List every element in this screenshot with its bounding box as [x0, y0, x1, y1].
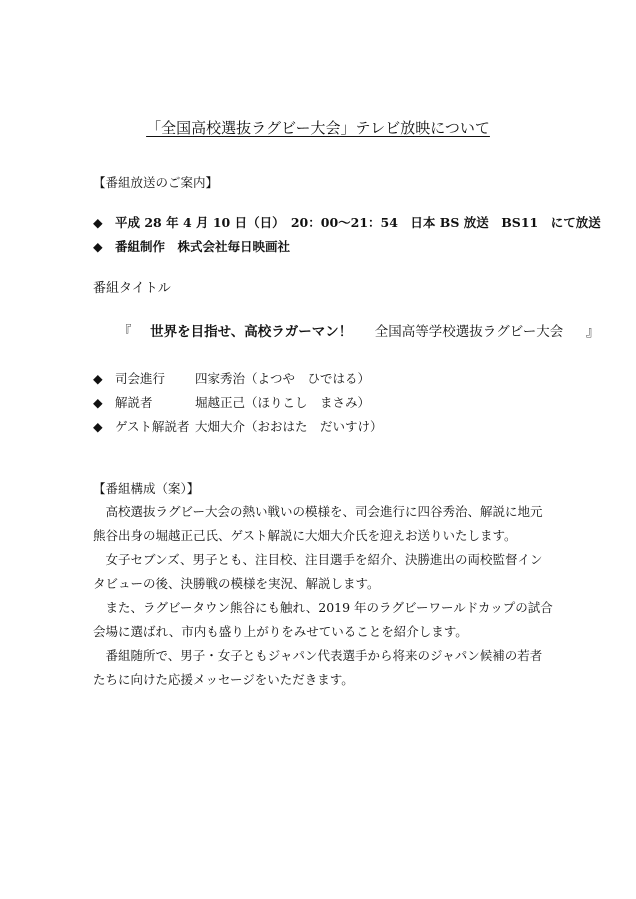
close-bracket: 』 [585, 324, 600, 340]
composition-paragraph: 女子セブンズ、男子とも、注目校、注目選手を紹介、決勝進出の両校監督インタビューの後、決勝戦の模様を実況、解説します。 [93, 552, 543, 591]
programme-title-heading: 番組タイトル [93, 281, 171, 296]
open-bracket: 『 [118, 324, 132, 340]
document-title-text: 「全国高校選抜ラグビー大会」テレビ放映について [146, 119, 490, 137]
programme-sub-title: 全国高等学校選抜ラグビー大会 [374, 324, 564, 340]
composition-heading: 【番組構成（案）】 [93, 481, 200, 496]
broadcast-item-date [93, 214, 601, 232]
staff-item [93, 394, 370, 412]
diamond-bullet-icon: ◆ [93, 371, 103, 386]
staff-role: 司会進行 [115, 371, 166, 386]
programme-main-title: 世界を目指せ、高校ラガーマン！ [150, 324, 353, 340]
diamond-bullet-icon: ◆ [93, 395, 103, 410]
broadcast-item-text: 平成 28 年 4 月 10 日（日） 20：00〜21：54 日本 BS 放送 BS11 にて放送 [115, 215, 601, 230]
staff-name: 四家秀治（よつや ひではる） [195, 371, 371, 386]
diamond-bullet-icon: ◆ [93, 215, 103, 230]
broadcast-item-text: 番組制作 株式会社毎日映画社 [115, 239, 291, 254]
staff-name: 堀越正己（ほりこし まさみ） [195, 395, 371, 410]
staff-item [93, 370, 370, 388]
diamond-bullet-icon: ◆ [93, 239, 103, 254]
programme-title [118, 322, 599, 342]
staff-name: 大畑大介（おおはた だいすけ） [195, 419, 383, 434]
document-title [0, 118, 636, 138]
staff-role: 解説者 [115, 395, 153, 410]
staff-item [93, 418, 383, 436]
diamond-bullet-icon: ◆ [93, 419, 103, 434]
composition-paragraph: 番組随所で、男子・女子ともジャパン代表選手から将来のジャパン候補の若者たちに向けた応援メッセージをいただきます。 [93, 648, 543, 687]
composition-paragraph: 高校選抜ラグビー大会の熱い戦いの模様を、司会進行に四谷秀治、解説に地元熊谷出身の堀越正己氏、ゲスト解説に大畑大介氏を迎えお送りいたします。 [93, 504, 543, 543]
broadcast-item-producer [93, 238, 290, 256]
composition-paragraph: また、ラグビータウン熊谷にも触れ、2019 年のラグビーワールドカップの試合会場に選ばれ、市内も盛り上がりをみせていることを紹介します。 [93, 600, 553, 639]
staff-role: ゲスト解説者 [115, 419, 190, 434]
broadcast-heading: 【番組放送のご案内】 [93, 175, 219, 190]
